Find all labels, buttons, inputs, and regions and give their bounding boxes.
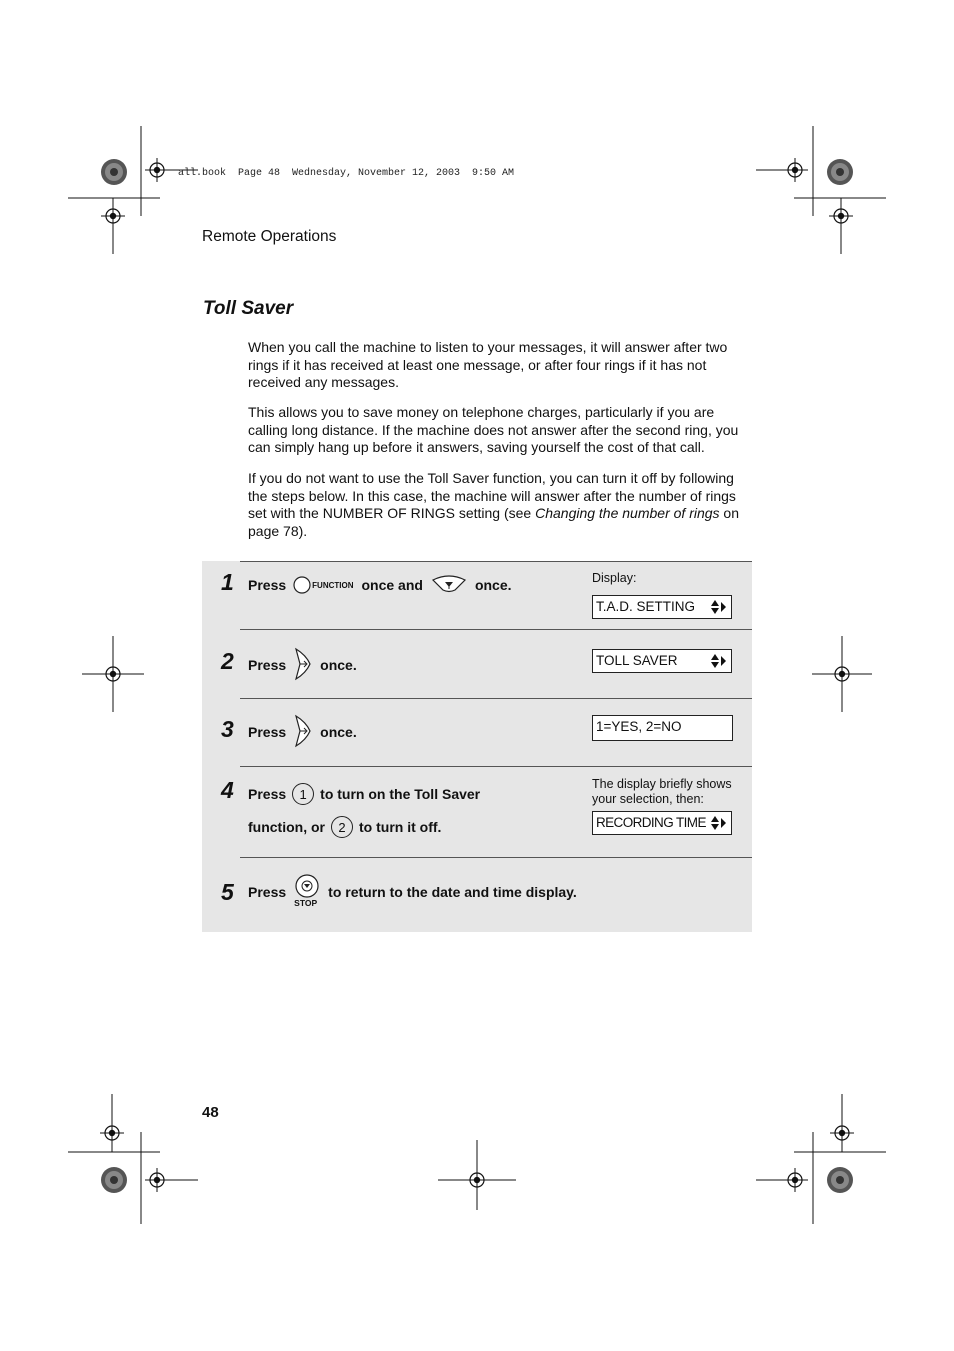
step-5-end-text: to return to the date and time display. — [328, 884, 577, 900]
step-number: 4 — [221, 777, 234, 803]
lcd-display — [592, 811, 732, 835]
lcd-display — [592, 715, 733, 741]
paragraph-3 — [248, 470, 748, 541]
right-arrow-key-icon — [292, 714, 314, 751]
press-label: Press — [248, 657, 287, 673]
step-divider — [240, 561, 752, 562]
step-number: 5 — [221, 879, 234, 905]
print-header: all.book Page 48 Wednesday, November 12, 2003 9:50 AM — [178, 168, 515, 179]
lcd-text: RECORDING TIME — [596, 815, 706, 830]
lcd-text: T.A.D. SETTING — [596, 599, 696, 614]
page-number: 48 — [202, 1104, 219, 1121]
step-number: 2 — [221, 648, 234, 674]
down-arrow-key-icon — [431, 574, 467, 597]
up-down-right-arrows-icon — [709, 815, 727, 831]
running-head: Remote Operations — [202, 228, 337, 245]
display-label: Display: — [592, 571, 637, 585]
key-1-button: 1 — [292, 783, 314, 805]
lcd-text: 1=YES, 2=NO — [596, 719, 682, 734]
step-4-line2-end: to turn it off. — [359, 819, 442, 835]
lcd-display — [592, 649, 732, 673]
step-1-end-text: once. — [474, 577, 512, 593]
step-2-end-text: once. — [320, 657, 357, 673]
step-4-instruction-line-1 — [248, 782, 480, 806]
up-down-right-arrows-icon — [709, 599, 727, 615]
step-1-mid-text: once and — [361, 577, 423, 593]
step-4-line2-text: function, or — [248, 819, 325, 835]
lcd-text: TOLL SAVER — [596, 653, 678, 668]
up-down-right-arrows-icon — [709, 653, 727, 669]
step-divider — [240, 857, 752, 858]
step-4-instruction-line-2 — [248, 815, 441, 839]
step-number: 1 — [221, 569, 234, 595]
step-divider — [240, 698, 752, 699]
paragraph-1: When you call the machine to listen to your messages, it will answer after two rings if it has received at least one message, or after four rings if it has not received any messages. — [248, 339, 728, 391]
step-divider — [240, 629, 752, 630]
step-5-instruction — [248, 873, 577, 911]
step-2-instruction — [248, 648, 357, 682]
press-label: Press — [248, 786, 287, 802]
step-3-instruction — [248, 715, 357, 749]
step-divider — [240, 766, 752, 767]
step-4-mid-text: to turn on the Toll Saver — [320, 786, 481, 802]
press-label: Press — [248, 884, 287, 900]
press-label: Press — [248, 577, 287, 593]
paragraph-3-end: on page 78). — [248, 505, 740, 540]
cross-reference: Changing the number of rings — [535, 505, 720, 522]
step-1-instruction — [248, 574, 512, 596]
press-label: Press — [248, 724, 287, 740]
paragraph-3-text: If you do not want to use the Toll Saver function, you can turn it off by following the steps below. In this case, the machine will answer after the number of rings set with the NUMBER OF RINGS setting (see — [248, 470, 736, 522]
step-number: 3 — [221, 716, 234, 742]
function-key-icon — [293, 576, 353, 594]
section-title: Toll Saver — [203, 298, 294, 319]
step-3-end-text: once. — [320, 724, 357, 740]
key-2-button: 2 — [331, 816, 353, 838]
stop-key-label: STOP — [294, 898, 318, 908]
paragraph-2: This allows you to save money on telephone charges, particularly if you are calling long distance. If the machine does not answer after the second ring, you can simply hang up before it answers, saving yourself the cost of that call. — [248, 404, 739, 456]
stop-key-icon — [292, 873, 322, 911]
lcd-display — [592, 595, 732, 619]
right-arrow-key-icon — [292, 647, 314, 684]
function-key-label: FUNCTION — [312, 580, 354, 590]
display-note: The display briefly shows your selection, then: — [592, 777, 732, 806]
